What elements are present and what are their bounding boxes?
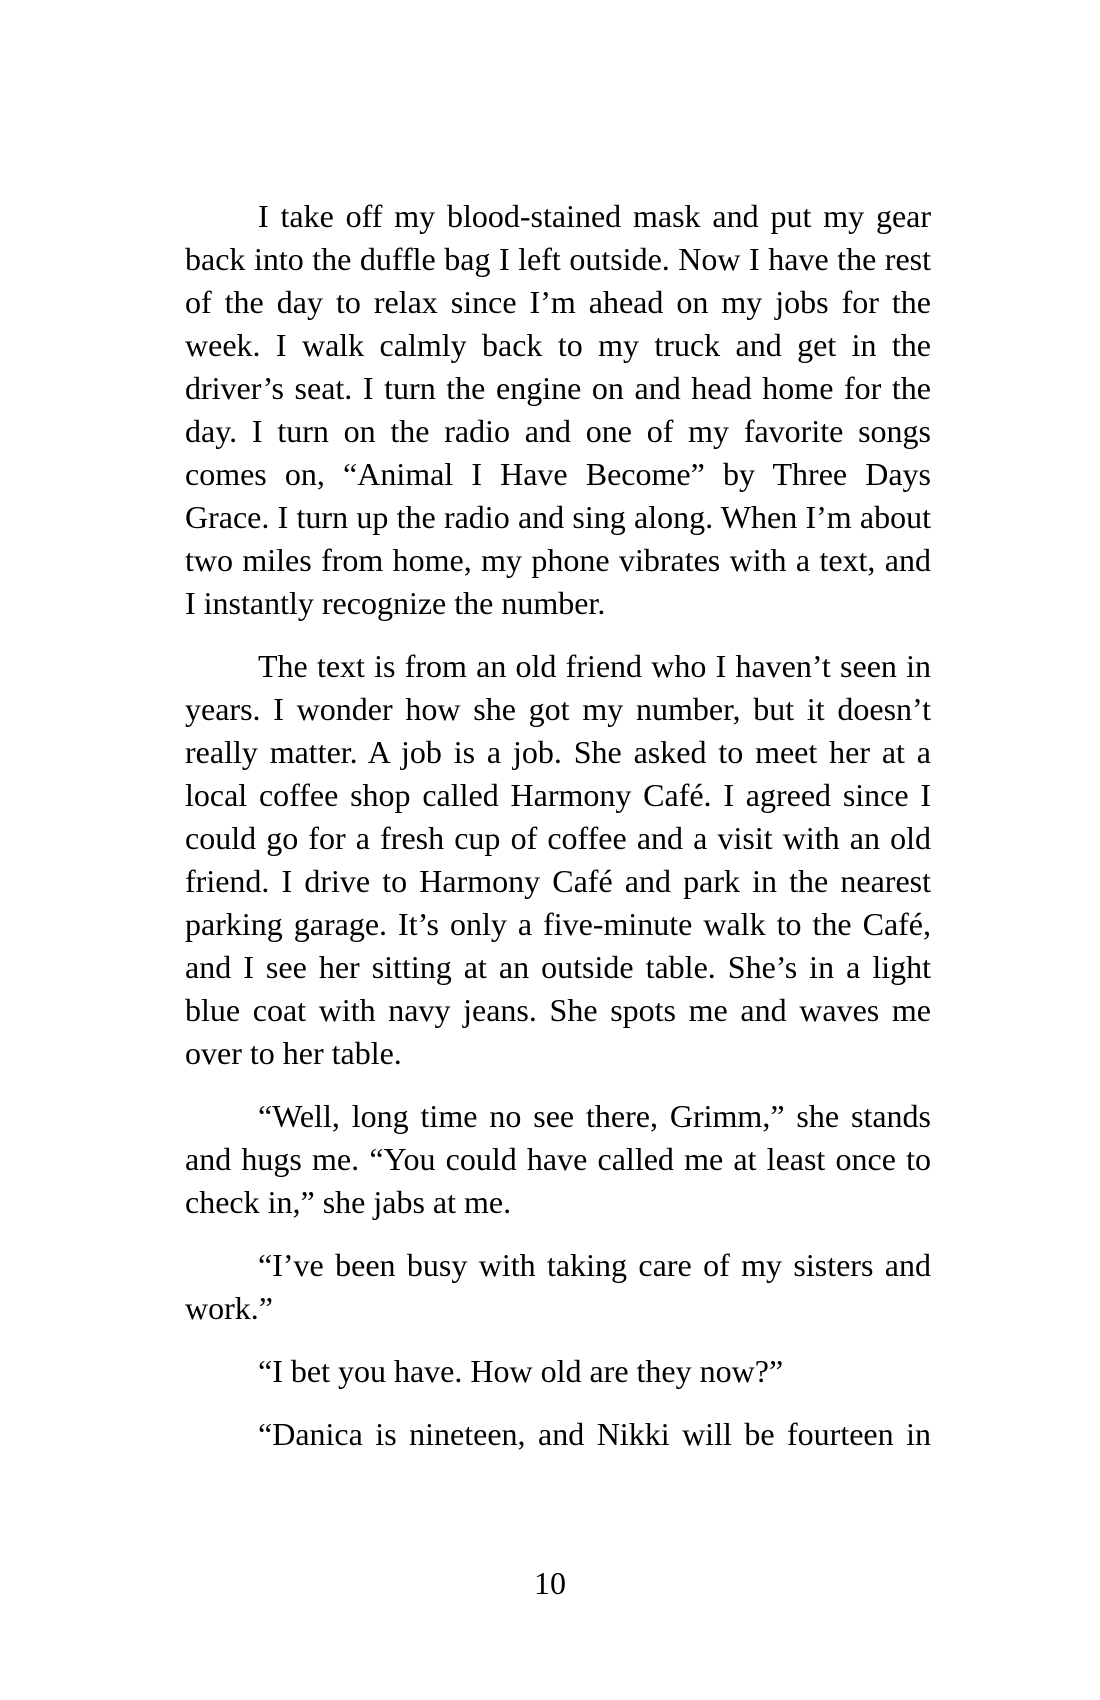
text-line: and I see her sitting at an outside table. She’s in a light [185,949,931,985]
paragraph [185,1244,931,1330]
paragraph [185,645,931,1075]
text-line: I instantly recognize the number. [185,585,606,621]
text-line: “I bet you have. How old are they now?” [258,1353,784,1389]
text-line: check in,” she jabs at me. [185,1184,512,1220]
text-line: could go for a fresh cup of coffee and a visit with an old [185,820,931,856]
text-line: parking garage. It’s only a five-minute walk to the Café, [185,906,931,942]
text-line: comes on, “Animal I Have Become” by Three Days [185,456,931,492]
text-line: and hugs me. “You could have called me at least once to [185,1141,931,1177]
text-line: local coffee shop called Harmony Café. I agreed since I [185,777,931,813]
text-line: The text is from an old friend who I haven’t seen in [258,648,931,684]
text-line: work.” [185,1290,273,1326]
text-line: back into the duffle bag I left outside. Now I have the rest [185,241,931,277]
text-line: two miles from home, my phone vibrates with a text, and [185,542,931,578]
text-line: “I’ve been busy with taking care of my sisters and [258,1247,931,1283]
text-line: I take off my blood-stained mask and put my gear [258,198,931,234]
text-line: over to her table. [185,1035,402,1071]
paragraph [185,1350,931,1393]
text-line: friend. I drive to Harmony Café and park in the nearest [185,863,931,899]
text-line: “Well, long time no see there, Grimm,” she stands [258,1098,931,1134]
paragraph [185,1413,931,1456]
paragraph [185,1095,931,1224]
text-line: years. I wonder how she got my number, but it doesn’t [185,691,931,727]
text-line: really matter. A job is a job. She asked to meet her at a [185,734,931,770]
page-number: 10 [534,1565,566,1601]
text-line: day. I turn on the radio and one of my favorite songs [185,413,931,449]
text-line: week. I walk calmly back to my truck and get in the [185,327,931,363]
text-line: “Danica is nineteen, and Nikki will be fourteen in [258,1416,931,1452]
text-line: blue coat with navy jeans. She spots me and waves me [185,992,931,1028]
text-line: Grace. I turn up the radio and sing along. When I’m about [185,499,931,535]
text-block [185,195,931,1456]
text-line: driver’s seat. I turn the engine on and head home for the [185,370,931,406]
paragraph [185,195,931,625]
text-line: of the day to relax since I’m ahead on my jobs for the [185,284,931,320]
